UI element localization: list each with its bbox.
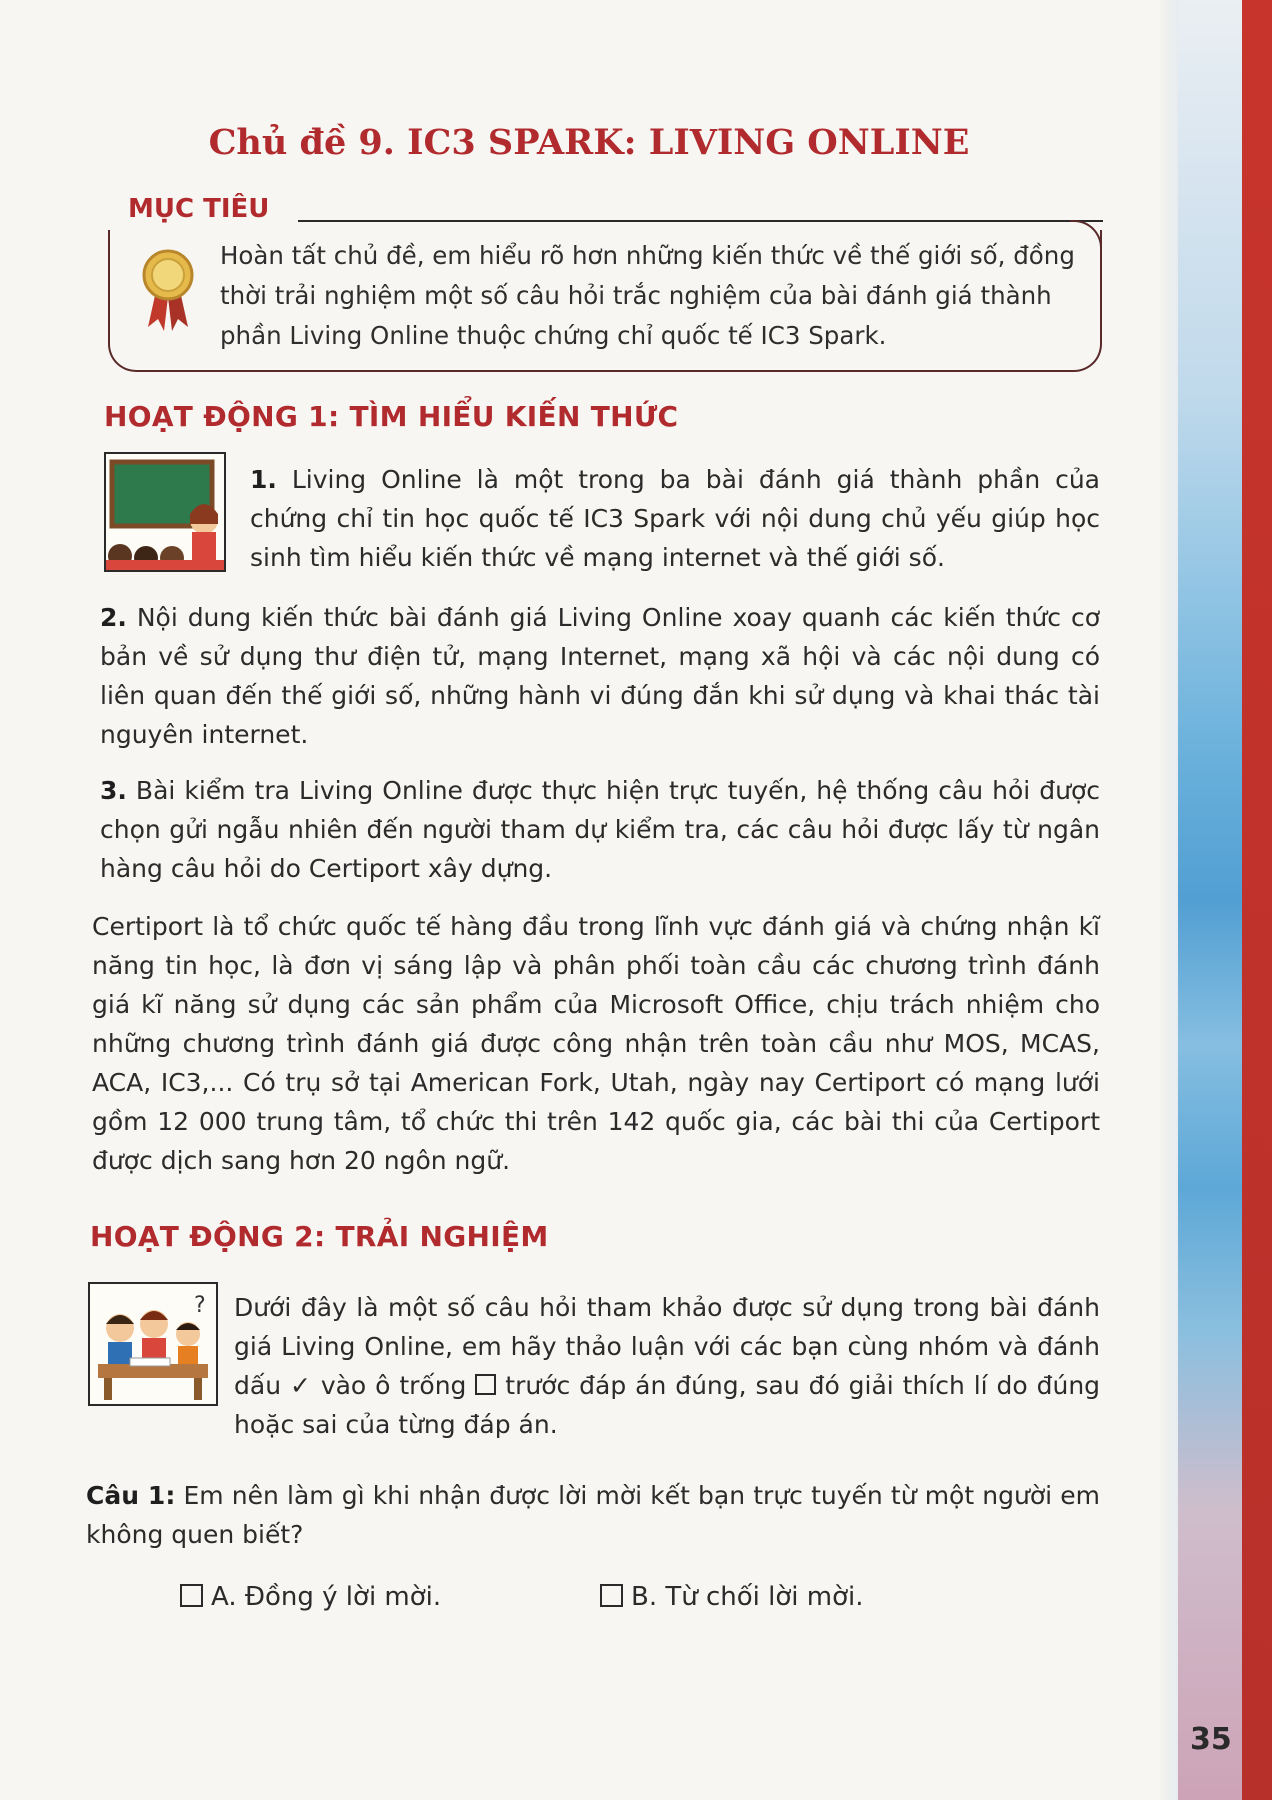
option-b[interactable] <box>600 1582 864 1612</box>
item-number: 3. <box>100 776 127 805</box>
activity1-heading: HOẠT ĐỘNG 1: TÌM HIỂU KIẾN THỨC <box>104 400 679 433</box>
item-text: Bài kiểm tra Living Online được thực hiện trực tuyến, hệ thống câu hỏi được chọn gửi ngẫu nhiên đến người tham dự kiểm tra, các câu hỏi được lấy từ ngân hàng câu hỏi do Certiport xây dựng. <box>100 776 1100 883</box>
page-edge-shadow <box>1160 0 1178 1800</box>
svg-text:?: ? <box>194 1293 206 1318</box>
question-label: Câu 1: <box>86 1481 176 1510</box>
page-title: Chủ đề 9. IC3 SPARK: LIVING ONLINE <box>208 122 970 163</box>
activity1-item-3 <box>100 771 1100 888</box>
classroom-image <box>104 452 226 572</box>
activity2-intro <box>234 1288 1100 1444</box>
question-text: Em nên làm gì khi nhận được lời mời kết bạn trực tuyến từ một người em không quen biết? <box>86 1481 1100 1549</box>
item-number: 2. <box>100 603 127 632</box>
item-number: 1. <box>250 465 277 494</box>
option-b-checkbox[interactable] <box>600 1584 623 1607</box>
option-a-checkbox[interactable] <box>180 1584 203 1607</box>
group-discussion-image <box>88 1282 218 1406</box>
activity1-item-2 <box>100 598 1100 754</box>
decorative-red-edge <box>1242 0 1272 1800</box>
check-mark-icon: ✓ <box>289 1371 312 1400</box>
goal-divider <box>298 220 1103 222</box>
option-a-label: A. Đồng ý lời mời. <box>211 1582 442 1612</box>
page-number: 35 <box>1190 1722 1232 1757</box>
question-1 <box>86 1476 1100 1554</box>
certiport-paragraph: Certiport là tổ chức quốc tế hàng đầu trong lĩnh vực đánh giá và chứng nhận kĩ năng tin học, là đơn vị sáng lập và phân phối toàn cầu các chương trình đánh giá kĩ năng sử dụng các sản phẩm của Microsoft Office, chịu trách nhiệm cho những chương trình đánh giá được công nhận trên toàn cầu như MOS, MCAS, ACA, IC3,... Có trụ sở tại American Fork, Utah, ngày nay Certiport có mạng lưới gồm 12 000 trung tâm, tổ chức thi trên 142 quốc gia, các bài thi của Certiport được dịch sang hơn 20 ngôn ngữ. <box>92 912 1100 1175</box>
activity1-item-1 <box>250 460 1100 577</box>
intro-text-c: trước đáp án đúng, sau đó giải thích lí do đúng hoặc sai của từng đáp án. <box>234 1371 1101 1439</box>
option-b-label: B. Từ chối lời mời. <box>631 1582 864 1612</box>
item-text: Living Online là một trong ba bài đánh giá thành phần của chứng chỉ tin học quốc tế IC3 Spark với nội dung chủ yếu giúp học sinh tìm hiểu kiến thức về mạng internet và thế giới số. <box>250 465 1101 572</box>
intro-text-b: vào ô trống <box>320 1371 467 1400</box>
medal-icon <box>138 245 198 335</box>
goal-text: Hoàn tất chủ đề, em hiểu rõ hơn những kiến thức về thế giới số, đồng thời trải nghiệm một số câu hỏi trắc nghiệm của bài đánh giá thành phần Living Online thuộc chứng chỉ quốc tế IC3 Spark. <box>220 241 1075 350</box>
intro-text-a: Dưới đây là một số câu hỏi tham khảo được sử dụng trong bài đánh giá Living Online, em hãy thảo luận với các bạn cùng nhóm và đánh dấu <box>234 1293 1100 1400</box>
item-text: Nội dung kiến thức bài đánh giá Living Online xoay quanh các kiến thức cơ bản về sử dụng thư điện tử, mạng Internet, mạng xã hội và các nội dung có liên quan đến thế giới số, những hành vi đúng đắn khi sử dụng và khai thác tài nguyên internet. <box>100 603 1100 749</box>
activity2-heading: HOẠT ĐỘNG 2: TRẢI NGHIỆM <box>90 1220 549 1253</box>
decorative-edge-strip <box>1178 0 1242 1800</box>
goal-label: MỤC TIÊU <box>128 194 270 224</box>
empty-checkbox-icon <box>475 1374 496 1395</box>
option-a[interactable] <box>180 1582 441 1612</box>
